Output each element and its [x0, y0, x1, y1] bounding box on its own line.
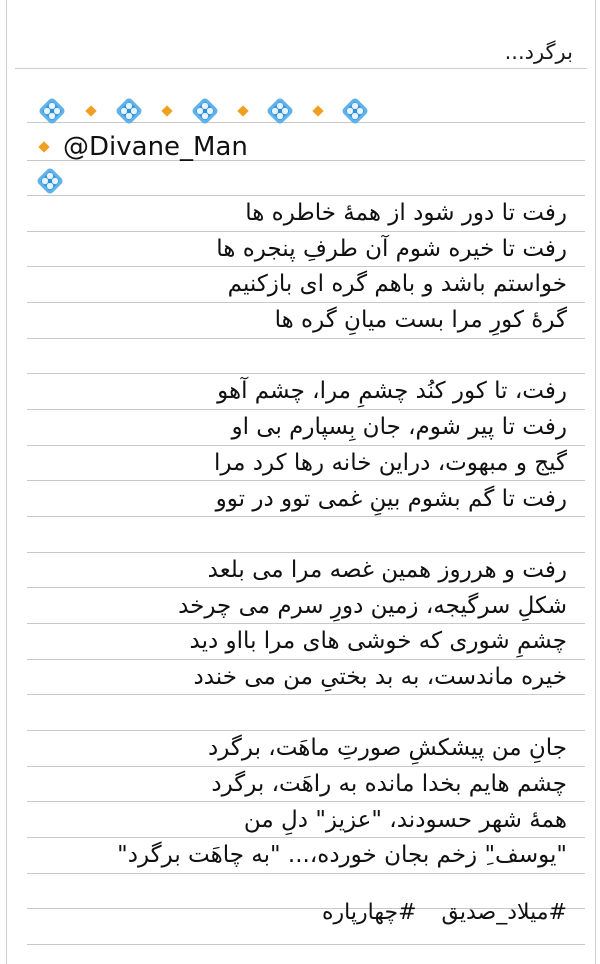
- poem-line: جانِ من پیشکشِ صورتِ ماهَت، برگرد: [208, 735, 567, 762]
- stanza-gap: [7, 339, 577, 375]
- ornament-icon: [35, 96, 375, 130]
- poem-line: "یوسف"ِ زخم بجان خورده،... "به چاهَت برگرد": [117, 842, 567, 869]
- handle-row: [37, 132, 248, 162]
- poem-line: گیج و مبهوت، دراین خانه رها کرد مرا: [214, 449, 567, 476]
- poem-line: شکلِ سرگیجه، زمین دورِ سرم می چرخد: [178, 592, 567, 619]
- stanza-gap: [7, 517, 577, 553]
- hashtag-link[interactable]: #میلاد_صدیق: [441, 900, 567, 925]
- poem-line: گرهٔ کورِ مرا بست میانِ گره ها: [274, 307, 567, 334]
- poem-body: [7, 196, 577, 874]
- poem-line: رفت تا دور شود از همهٔ خاطره ها: [245, 200, 567, 226]
- hashtag-link[interactable]: #چهارپاره: [322, 900, 417, 925]
- poem-line: رفت، تا کور کنُد چشمِ مرا، چشم آهو: [217, 378, 567, 405]
- poem-line: رفت تا گم بشوم بینِ غمی توو در توو: [215, 485, 567, 512]
- poem-line: چشم هایم بخدا مانده به راهَت، برگرد: [211, 771, 567, 797]
- rule-line: [27, 944, 585, 945]
- orange-diamond-icon: [37, 140, 51, 154]
- poem-line: همهٔ شهر حسودند، "عزیز" دلِ من: [243, 806, 567, 833]
- hashtag-row: [304, 900, 567, 925]
- ornament-row: [35, 96, 375, 130]
- author-handle[interactable]: @Divane_Man: [63, 132, 248, 162]
- poem-line: خیره ماندست، به بد بختیِ من می خندد: [193, 663, 567, 690]
- post-title: برگرد...: [504, 40, 573, 64]
- poem-line: چشمِ شوری که خوشی های مرا بااو دید: [189, 628, 567, 655]
- blue-ornament-icon: [35, 166, 65, 196]
- poem-line: رفت تا پیر شوم، جان بِسپارم بی او: [231, 414, 567, 441]
- poem-line: رفت تا خیره شوم آن طرفِ پنجره ها: [216, 235, 567, 262]
- post-card: [6, 0, 596, 964]
- poem-line: رفت و هرروز همین غصه مرا می بلعد: [207, 556, 567, 583]
- poem-line: خواستم باشد و باهم گره ای بازکنیم: [227, 271, 567, 298]
- stanza-gap: [7, 696, 577, 732]
